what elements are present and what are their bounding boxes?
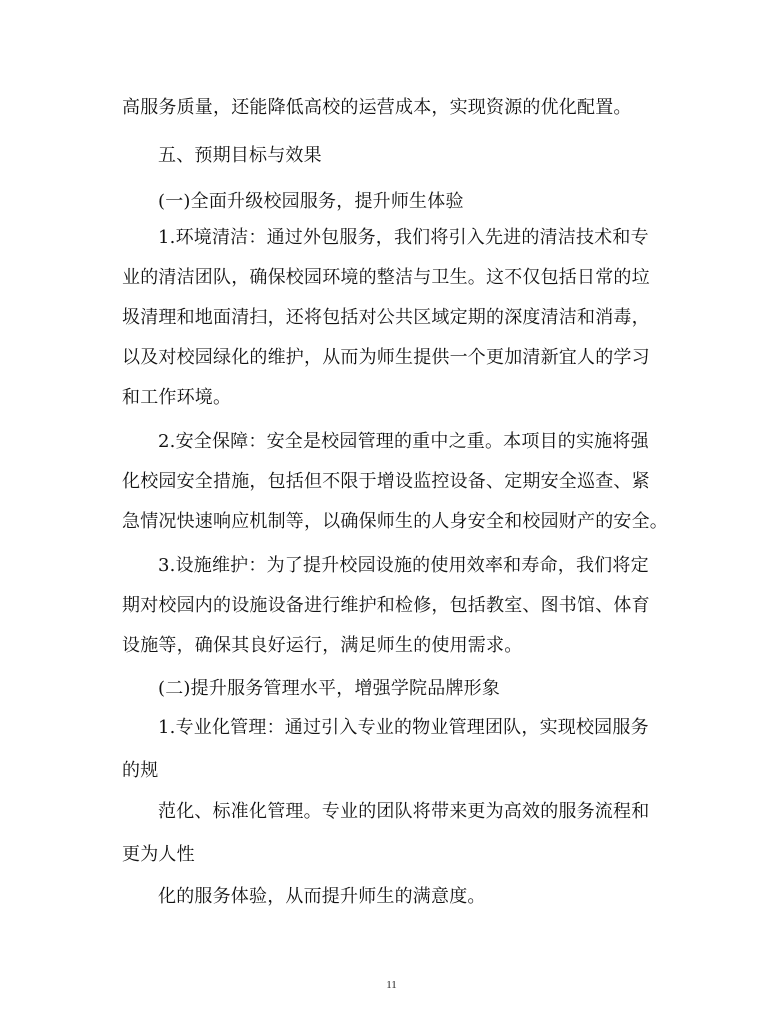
body-text-line: 更为人性 <box>122 844 195 865</box>
subsection-heading: (一)全面升级校园服务，提升师生体验 <box>158 191 464 212</box>
body-text-line: 圾清理和地面清扫，还将包括对公共区域定期的深度清洁和消毒， <box>122 307 650 328</box>
body-text-line: 3.设施维护：为了提升校园设施的使用效率和寿命，我们将定 <box>158 555 649 576</box>
body-text-line: 范化、标准化管理。专业的团队将带来更为高效的服务流程和 <box>158 801 650 822</box>
body-text-line: 和工作环境。 <box>122 387 232 408</box>
body-text-line: 业的清洁团队，确保校园环境的整洁与卫生。这不仅包括日常的垃 <box>122 267 650 288</box>
body-text-line: 化校园安全措施，包括但不限于增设监控设备、定期安全巡查、紧 <box>122 471 650 492</box>
section-heading: 五、预期目标与效果 <box>158 145 322 166</box>
body-text-line: 1.专业化管理：通过引入专业的物业管理团队，实现校园服务 <box>158 717 649 738</box>
body-text-line: 1.环境清洁：通过外包服务，我们将引入先进的清洁技术和专 <box>158 227 649 248</box>
body-text-line: 2.安全保障：安全是校园管理的重中之重。本项目的实施将强 <box>158 431 649 452</box>
body-text-line: 设施等，确保其良好运行，满足师生的使用需求。 <box>122 635 523 656</box>
subsection-heading: (二)提升服务管理水平，增强学院品牌形象 <box>158 678 501 699</box>
body-text-line: 以及对校园绿化的维护，从而为师生提供一个更加清新宜人的学习 <box>122 347 650 368</box>
body-text-line: 的规 <box>122 760 159 781</box>
body-text-line: 急情况快速响应机制等，以确保师生的人身安全和校园财产的安全。 <box>122 511 668 532</box>
page-number: 11 <box>386 979 397 991</box>
body-text-line: 高服务质量，还能降低高校的运营成本，实现资源的优化配置。 <box>122 97 632 118</box>
body-text-line: 期对校园内的设施设备进行维护和检修，包括教室、图书馆、体育 <box>122 595 650 616</box>
body-text-line: 化的服务体验，从而提升师生的满意度。 <box>158 886 486 907</box>
